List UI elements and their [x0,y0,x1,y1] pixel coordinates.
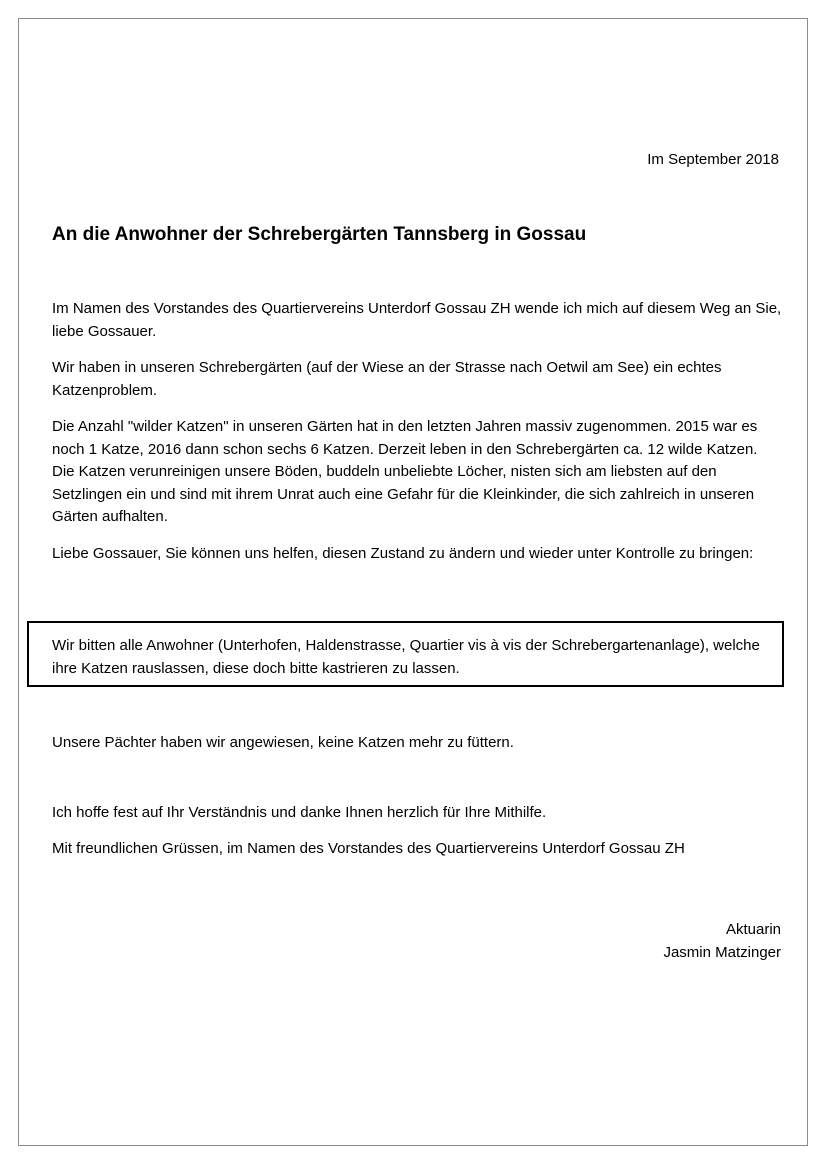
notice-box [27,621,784,687]
letter-title: An die Anwohner der Schrebergärten Tannsberg in Gossau [52,224,587,245]
paragraph-thanks: Ich hoffe fest auf Ihr Verständnis und danke Ihnen herzlich für Ihre Mithilfe. [52,804,547,821]
paragraph-problem: Wir haben in unseren Schrebergärten (auf der Wiese an der Strasse nach Oetwil am See) ein echtes Katzenproblem. [52,359,722,399]
paragraph-details: Die Anzahl "wilder Katzen" in unseren Gärten hat in den letzten Jahren massiv zugenommen. 2015 war es noch 1 Katze, 2016 dann schon sechs 6 Katzen. Derzeit leben in den Schrebergärten ca. 12 wilde Katzen. Die Katzen verunreinigen unsere Böden, buddeln unbeliebte Löcher, nisten sich am liebsten auf den Setzlingen ein und sind mit ihrem Unrat auch eine Gefahr für die Kleinkinder, die sich zahlreich in unseren Gärten aufhalten. [52,418,758,525]
paragraph-tenants: Unsere Pächter haben wir angewiesen, keine Katzen mehr zu füttern. [52,734,514,751]
notice-text: Wir bitten alle Anwohner (Unterhofen, Haldenstrasse, Quartier vis à vis der Schrebergartenanlage), welche ihre Katzen rauslassen, diese doch bitte kastrieren zu lassen. [52,637,760,677]
paragraph-appeal: Liebe Gossauer, Sie können uns helfen, diesen Zustand zu ändern und wieder unter Kontrolle zu bringen: [52,545,754,562]
signature-role: Aktuarin [725,921,781,938]
page-border [18,18,808,1146]
letter-date: Im September 2018 [647,151,779,168]
signature-name: Jasmin Matzinger [663,944,781,961]
signature-block [663,918,781,964]
paragraph-intro: Im Namen des Vorstandes des Quartiervereins Unterdorf Gossau ZH wende ich mich auf diesem Weg an Sie, liebe Gossauer. [52,300,782,340]
paragraph-closing: Mit freundlichen Grüssen, im Namen des Vorstandes des Quartiervereins Unterdorf Gossau ZH [52,840,685,857]
